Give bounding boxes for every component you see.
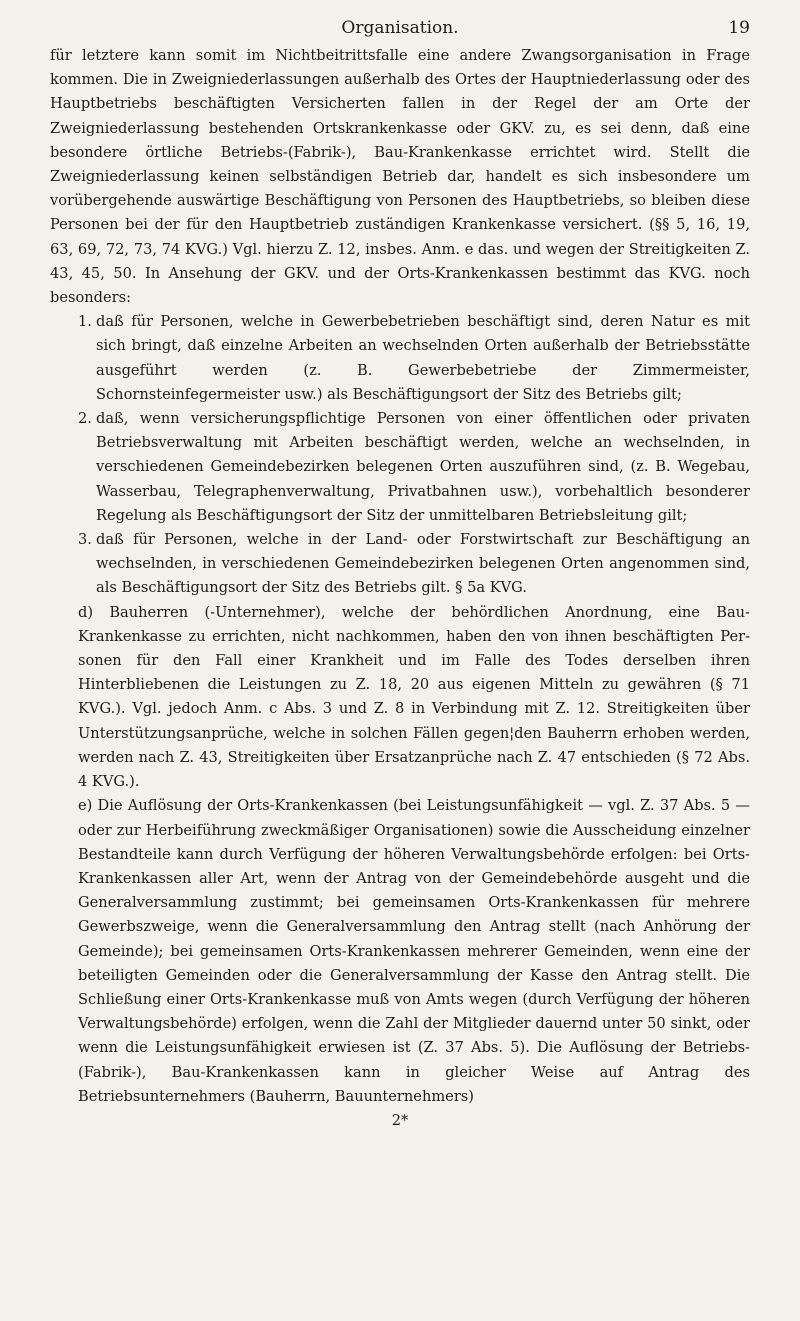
numbered-list (50, 310, 750, 600)
signature-mark: 2* (391, 1111, 409, 1129)
list-item-text: daß für Personen, welche in Gewerbebetrieben beschäftigt sind, deren Natur es mit sich bringt, daß einzelne Arbeiten an wechselnden Orten außerhalb der Betriebsstätte ausgeführt werden (z. B. Gewerbebetriebe der Zimmermeister, Schornsteinfegermeister usw.) als Beschäftigungsort der Sitz des Betriebs gilt; (96, 313, 750, 403)
body-text (50, 44, 750, 1133)
section-e: e) Die Auflösung der Orts-Krankenkassen (bei Leistungsunfähigkeit — vgl. Z. 37 Abs. 5 — oder zur Herbeiführung zweckmäßiger Organisationen) sowie die Ausscheidung einzelner Bestandteile kann durch Verfügung der höheren Verwaltungsbehörde erfolgen: bei Orts-Krankenkassen aller Art, wenn der Antrag von der Gemeindebehörde ausgeht und die Generalversammlung zustimmt; bei gemeinsamen Orts-Krankenkassen für mehrere Gewerbszweige, wenn die Generalversammlung den Antrag stellt (nach Anhörung der Gemeinde); bei gemeinsamen Orts-Krankenkassen mehrerer Gemeinden, wenn eine der beteiligten Gemeinden oder die Generalversammlung der Kasse den Antrag stellt. Die Schließung einer Orts-Krankenkasse muß von Amts wegen (durch Verfügung der höheren Verwaltungsbehörde) erfolgen, wenn die Zahl der Mitglieder dauernd unter 50 sinkt, oder wenn die Leistungsunfähigkeit erwiesen ist (Z. 37 Abs. 5). Die Auflösung der Betriebs-(Fabrik-), Bau-Krankenkassen kann in gleicher Weise auf Antrag des Betriebsunternehmers (Bauherrn, Bauunternehmers) (78, 797, 750, 1105)
section-d: d) Bauherren (-Unternehmer), welche der behördlichen Anordnung, eine Bau-Krankenkasse zu errichten, nicht nachkommen, haben den von ihnen beschäftigten Personen für den Fall einer Krankheit und im Falle des Todes derselben ihren Hinterbliebenen die Leistungen zu Z. 18, 20 aus eigenen Mitteln zu gewähren (§ 71 KVG.). Vgl. jedoch Anm. c Abs. 3 und Z. 8 in Verbindung mit Z. 12. Streitigkeiten über Unterstützungsanprüche, welche in solchen Fällen gegen¦den Bauherrn erhoben werden, werden nach Z. 43, Streitigkeiten über Ersatzanprüche nach Z. 47 entschieden (§ 72 Abs. 4 KVG.). (78, 603, 750, 791)
running-title: Organisation. (341, 18, 459, 38)
page (50, 0, 750, 1133)
running-header (50, 0, 750, 44)
page-number: 19 (728, 18, 750, 38)
paragraph-intro: für letztere kann somit im Nichtbeitrittsfalle eine andere Zwangsorganisation in Frage kommen. Die in Zweigniederlassungen außerhalb des Ortes der Hauptniederlassung oder des Hauptbetriebs beschäftigten Versicherten fallen in der Regel der am Orte der Zweigniederlassung bestehenden Ortskrankenkasse oder GKV. zu, es sei denn, daß eine besondere örtliche Betriebs-(Fabrik-), Bau-Krankenkasse errichtet wird. Stellt die Zweigniederlassung keinen selbständigen Betrieb dar, handelt es sich insbesondere um vorübergehende auswärtige Beschäftigung von Personen des Hauptbetriebs, so bleiben diese Personen bei der für den Hauptbetrieb zuständigen Krankenkasse versichert. (§§ 5, 16, 19, 63, 69, 72, 73, 74 KVG.) Vgl. hierzu Z. 12, insbes. Anm. e das. und wegen der Streitigkeiten Z. 43, 45, 50. In Ansehung der GKV. und der Orts-Krankenkassen bestimmt das KVG. noch besonders: (50, 47, 750, 307)
list-item-text: daß für Personen, welche in der Land- oder Forstwirtschaft zur Beschäftigung an wechselnden, in verschiedenen Gemeindebezirken belegenen Orten angenommen sind, als Beschäftigungsort der Sitz des Betriebs gilt. § 5a KVG. (96, 531, 750, 597)
list-item (78, 310, 750, 407)
list-item (78, 528, 750, 601)
list-item-number: 1. (78, 313, 92, 331)
list-item-text: daß, wenn versicherungspflichtige Personen von einer öffentlichen oder privaten Betriebsverwaltung mit Arbeiten beschäftigt werden, welche an wechselnden, in verschiedenen Gemeindebezirken belegenen Orten auszuführen sind, (z. B. Wegebau, Wasserbau, Telegraphenverwaltung, Privatbahnen usw.), vorbehaltlich besonderer Regelung als Beschäftigungsort der Sitz der unmittelbaren Betriebsleitung gilt; (96, 410, 750, 524)
list-item-number: 2. (78, 410, 92, 428)
list-item-number: 3. (78, 531, 92, 549)
list-item (78, 407, 750, 528)
